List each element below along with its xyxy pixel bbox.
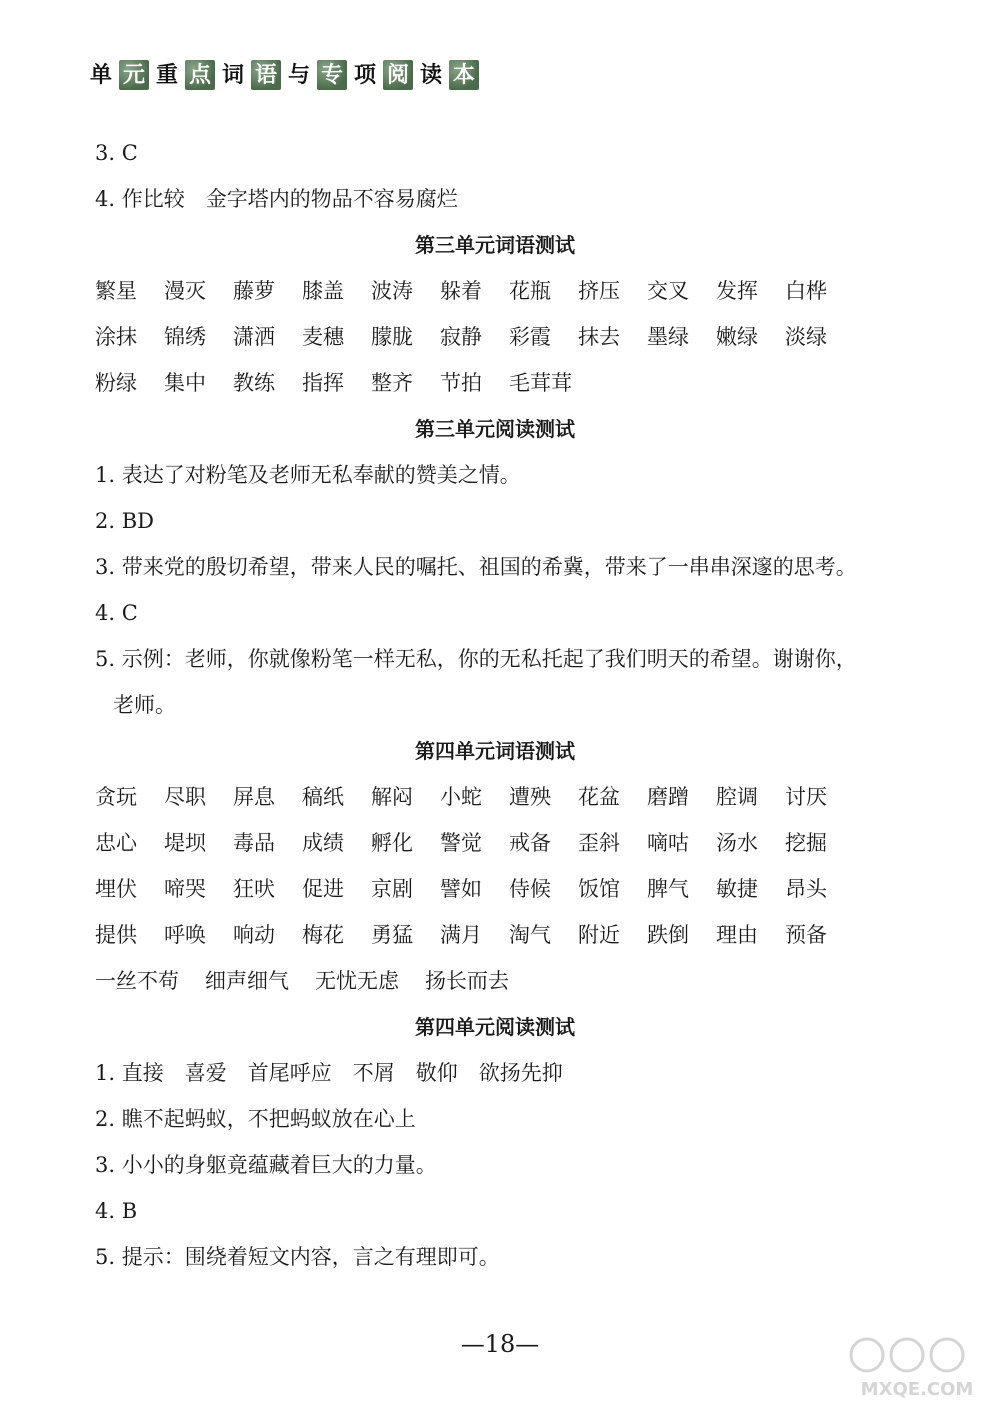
- answer-line: 老师。: [113, 693, 176, 717]
- vocab-word: 响动: [233, 923, 275, 947]
- vocab-word: 毛茸茸: [509, 371, 572, 395]
- vocab-word: 花瓶: [509, 279, 551, 303]
- answer-line: 3. C: [95, 141, 138, 165]
- vocab-word: 忠心: [95, 831, 137, 855]
- vocab-word: 屏息: [233, 785, 275, 809]
- reading-answers-unit4: [95, 1050, 895, 1280]
- header-char: 读: [419, 62, 442, 88]
- vocab-word: 锦绣: [164, 325, 206, 349]
- vocab-word: 节拍: [440, 371, 482, 395]
- vocab-word: 粉绿: [95, 371, 137, 395]
- vocab-word: 花盆: [578, 785, 620, 809]
- idiom-word: 细声细气: [205, 969, 289, 993]
- vocab-word: 磨蹭: [647, 785, 689, 809]
- vocab-word: 饭馆: [578, 877, 620, 901]
- vocab-word: 警觉: [440, 831, 482, 855]
- answer-line: 2. 瞧不起蚂蚁，不把蚂蚁放在心上: [95, 1107, 416, 1131]
- answer-line: 2. BD: [95, 509, 154, 533]
- vocab-word: 脾气: [647, 877, 689, 901]
- vocab-word: 嫩绿: [716, 325, 758, 349]
- vocab-word: 繁星: [95, 279, 137, 303]
- idiom-word: 一丝不苟: [95, 969, 179, 993]
- header-char: 专: [317, 60, 347, 90]
- vocab-word: 墨绿: [647, 325, 689, 349]
- vocab-word: 躲着: [440, 279, 482, 303]
- section-title-unit4-reading: 第四单元阅读测试: [415, 1015, 575, 1039]
- answer-line: 4. B: [95, 1199, 138, 1223]
- word-list-unit4: [95, 774, 895, 958]
- section-title-unit3-reading: 第三单元阅读测试: [415, 417, 575, 441]
- vocab-word: 腔调: [716, 785, 758, 809]
- watermark-text: MXQE.COM: [860, 1379, 974, 1400]
- vocab-word: 交叉: [647, 279, 689, 303]
- vocab-word: 理由: [716, 923, 758, 947]
- vocab-word: 挤压: [578, 279, 620, 303]
- vocab-word: 教练: [233, 371, 275, 395]
- header-char: 点: [185, 60, 215, 90]
- vocab-word: 发挥: [716, 279, 758, 303]
- vocab-word: 敏捷: [716, 877, 758, 901]
- idiom-row: [95, 958, 895, 1004]
- word-row: [95, 820, 895, 866]
- page-header: [86, 60, 479, 90]
- vocab-word: 稿纸: [302, 785, 344, 809]
- vocab-word: 满月: [440, 923, 482, 947]
- vocab-word: 京剧: [371, 877, 413, 901]
- vocab-word: 解闷: [371, 785, 413, 809]
- vocab-word: 抹去: [578, 325, 620, 349]
- vocab-word: 挖掘: [785, 831, 827, 855]
- answer-line: 4. 作比较 金字塔内的物品不容易腐烂: [95, 187, 458, 211]
- header-char: 本: [449, 60, 479, 90]
- vocab-word: 涂抹: [95, 325, 137, 349]
- word-row: [95, 268, 895, 314]
- vocab-word: 指挥: [302, 371, 344, 395]
- header-char: 语: [251, 60, 281, 90]
- vocab-word: 成绩: [302, 831, 344, 855]
- answer-line: 3. 小小的身躯竟蕴藏着巨大的力量。: [95, 1153, 437, 1177]
- vocab-word: 嘀咕: [647, 831, 689, 855]
- header-char: 与: [287, 62, 310, 88]
- vocab-word: 白桦: [785, 279, 827, 303]
- vocab-word: 勇猛: [371, 923, 413, 947]
- vocab-word: 毒品: [233, 831, 275, 855]
- word-row: [95, 912, 895, 958]
- vocab-word: 堤坝: [164, 831, 206, 855]
- vocab-word: 藤萝: [233, 279, 275, 303]
- vocab-word: 孵化: [371, 831, 413, 855]
- vocab-word: 促进: [302, 877, 344, 901]
- vocab-word: 昂头: [785, 877, 827, 901]
- answer-line: 4. C: [95, 601, 138, 625]
- vocab-word: 附近: [578, 923, 620, 947]
- vocab-word: 小蛇: [440, 785, 482, 809]
- answer-line: 5. 示例：老师，你就像粉笔一样无私，你的无私托起了我们明天的希望。谢谢你，: [95, 647, 857, 671]
- vocab-word: 歪斜: [578, 831, 620, 855]
- vocab-word: 梅花: [302, 923, 344, 947]
- vocab-word: 朦胧: [371, 325, 413, 349]
- vocab-word: 侍候: [509, 877, 551, 901]
- vocab-word: 漫灭: [164, 279, 206, 303]
- vocab-word: 波涛: [371, 279, 413, 303]
- vocab-word: 啼哭: [164, 877, 206, 901]
- idiom-word: 扬长而去: [425, 969, 509, 993]
- vocab-word: 彩霞: [509, 325, 551, 349]
- section-title-unit4-words: 第四单元词语测试: [415, 739, 575, 763]
- reading-answers-unit3: [95, 452, 895, 728]
- word-row: [95, 866, 895, 912]
- vocab-word: 淡绿: [785, 325, 827, 349]
- vocab-word: 呼唤: [164, 923, 206, 947]
- header-char: 阅: [383, 60, 413, 90]
- answer-content: [95, 130, 895, 1280]
- word-row: [95, 774, 895, 820]
- vocab-word: 譬如: [440, 877, 482, 901]
- idiom-word: 无忧无虑: [315, 969, 399, 993]
- header-char: 单: [89, 62, 112, 88]
- vocab-word: 埋伏: [95, 877, 137, 901]
- vocab-word: 膝盖: [302, 279, 344, 303]
- answer-line: 5. 提示：围绕着短文内容，言之有理即可。: [95, 1245, 500, 1269]
- vocab-word: 贪玩: [95, 785, 137, 809]
- vocab-word: 尽职: [164, 785, 206, 809]
- vocab-word: 潇洒: [233, 325, 275, 349]
- header-char: 项: [353, 62, 376, 88]
- page-number: —18—: [460, 1330, 540, 1358]
- word-row: [95, 360, 895, 406]
- word-row: [95, 314, 895, 360]
- vocab-word: 麦穗: [302, 325, 344, 349]
- vocab-word: 淘气: [509, 923, 551, 947]
- word-list-unit3: [95, 268, 895, 406]
- vocab-word: 讨厌: [785, 785, 827, 809]
- vocab-word: 寂静: [440, 325, 482, 349]
- vocab-word: 跌倒: [647, 923, 689, 947]
- vocab-word: 整齐: [371, 371, 413, 395]
- vocab-word: 遭殃: [509, 785, 551, 809]
- vocab-word: 戒备: [509, 831, 551, 855]
- answer-line: 1. 表达了对粉笔及老师无私奉献的赞美之情。: [95, 463, 521, 487]
- watermark-logo: [842, 1333, 992, 1403]
- vocab-word: 狂吠: [233, 877, 275, 901]
- header-char: 词: [221, 62, 244, 88]
- vocab-word: 提供: [95, 923, 137, 947]
- vocab-word: 预备: [785, 923, 827, 947]
- header-char: 重: [155, 62, 178, 88]
- answer-line: 3. 带来党的殷切希望，带来人民的嘱托、祖国的希冀，带来了一串串深邃的思考。: [95, 555, 857, 579]
- vocab-word: 汤水: [716, 831, 758, 855]
- header-char: 元: [119, 60, 149, 90]
- answer-line: 1. 直接 喜爱 首尾呼应 不屑 敬仰 欲扬先抑: [95, 1061, 563, 1085]
- vocab-word: 集中: [164, 371, 206, 395]
- section-title-unit3-words: 第三单元词语测试: [415, 233, 575, 257]
